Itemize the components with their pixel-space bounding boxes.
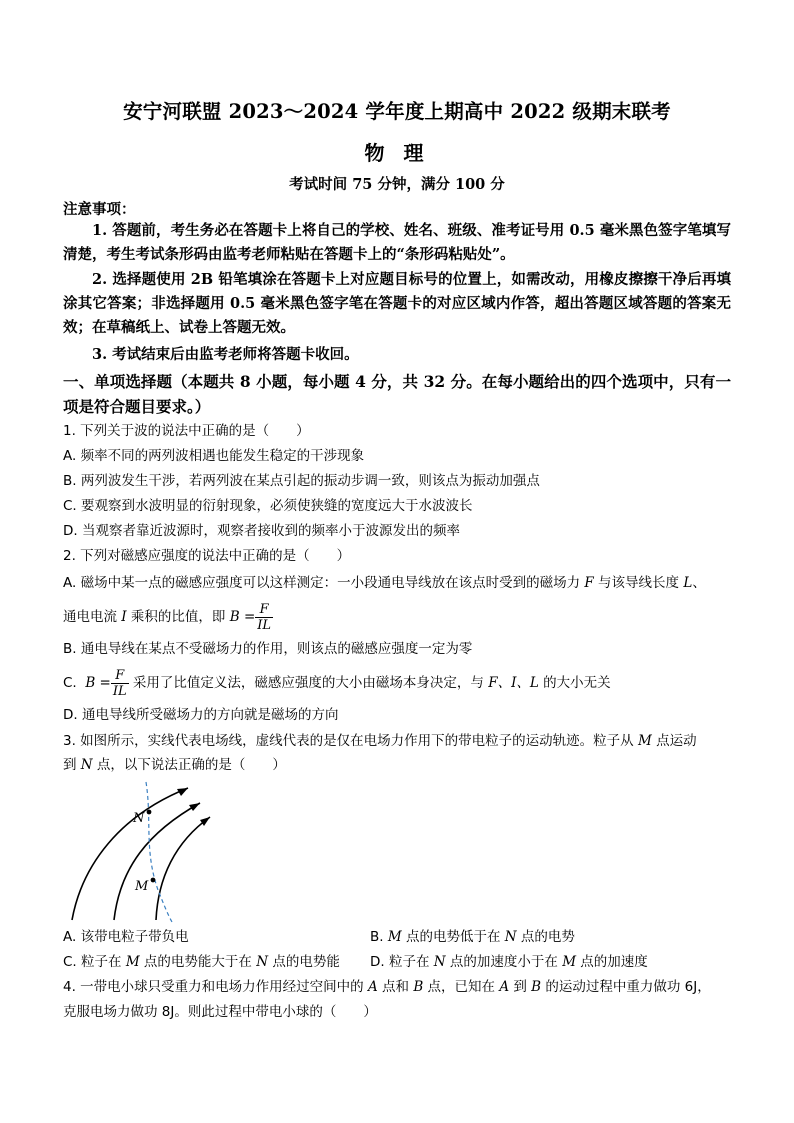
arrowhead-icon	[189, 803, 200, 811]
arrowhead-icon	[200, 817, 210, 826]
section-heading: 一、单项选择题（本题共 8 小题，每小题 4 分，共 32 分。在每小题给出的四个选项中，只有一项是符合题目要求。）	[63, 372, 731, 416]
field-line-1	[72, 788, 188, 920]
q3-stem-line2: 到 N 点，以下说法正确的是（ ）	[63, 757, 286, 773]
q4-stem-line2: 克服电场力做功 8J。则此过程中带电小球的（ ）	[63, 1004, 377, 1020]
q2-option-c: C. B = $\frac{F}{IL}$ 采用了比值定义法，磁感应强度的大小由磁场本身决定，与 F、I、L 的大小无关	[63, 667, 611, 699]
q2-option-b: B. 通电导线在某点不受磁场力的作用，则该点的磁感应强度一定为零	[63, 641, 473, 657]
point-m	[151, 878, 156, 883]
subject-title: 物 理	[364, 141, 430, 165]
q2-option-a-line2: 通电电流 I 乘积的比值，即 B = $\frac{F}{IL}$	[63, 601, 272, 633]
q2-option-d: D. 通电导线所受磁场力的方向就是磁场的方向	[63, 707, 339, 723]
formula-fraction: $\frac{F}{IL}$	[257, 601, 272, 633]
particle-trajectory	[146, 782, 172, 922]
electric-field-figure	[60, 780, 230, 925]
q3-option-b: B. M 点的电势低于在 N 点的电势	[370, 929, 575, 945]
exam-title: 安宁河联盟 2023～2024 学年度上期高中 2022 级期末联考	[123, 100, 671, 123]
q2-stem: 2. 下列对磁感应强度的说法中正确的是（ ）	[63, 548, 351, 564]
q3-option-c: C. 粒子在 M 点的电势能大于在 N 点的电势能	[63, 954, 340, 970]
formula-fraction-c: $\frac{F}{IL}$	[112, 667, 127, 699]
q3-option-d: D. 粒子在 N 点的加速度小于在 M 点的加速度	[370, 954, 648, 970]
q1-option-d: D. 当观察者靠近波源时，观察者接收到的频率小于波源发出的频率	[63, 523, 460, 539]
q1-option-c: C. 要观察到水波明显的衍射现象，必须使狭缝的宽度远大于水波波长	[63, 498, 473, 514]
notes-heading: 注意事项：	[63, 201, 136, 218]
note-1: 1. 答题前，考生务必在答题卡上将自己的学校、姓名、班级、准考证号用 0.5 毫米黑色签字笔填写清楚，考生考试条形码由监考老师粘贴在答题卡上的“条形码粘贴处”。	[63, 222, 731, 263]
q4-stem-line1: 4. 一带电小球只受重力和电场力作用经过空间中的 A 点和 B 点，已知在 A 到 B 的运动过程中重力做功 6J，	[63, 979, 711, 995]
field-line-3	[156, 817, 210, 920]
note-3: 3. 考试结束后由监考老师将答题卡收回。	[92, 346, 359, 363]
label-n: N	[133, 811, 145, 826]
q1-stem: 1. 下列关于波的说法中正确的是（ ）	[63, 423, 310, 439]
note-2: 2. 选择题使用 2B 铅笔填涂在答题卡上对应题目标号的位置上，如需改动，用橡皮擦擦干净后再填涂其它答案；非选择题用 0.5 毫米黑色签字笔在答题卡的对应区域内作答，超出答题区域答题的答案无效；在草稿纸上、试卷上答题无效。	[63, 271, 731, 336]
q2-option-a-line1: A. 磁场中某一点的磁感应强度可以这样测定：一小段通电导线放在该点时受到的磁场力 F 与该导线长度 L、	[63, 575, 706, 591]
point-n	[147, 810, 152, 815]
q1-option-b: B. 两列波发生干涉，若两列波在某点引起的振动步调一致，则该点为振动加强点	[63, 473, 540, 489]
q3-stem-line1: 3. 如图所示，实线代表电场线，虚线代表的是仅在电场力作用下的带电粒子的运动轨迹。粒子从 M 点运动	[63, 733, 697, 749]
label-m: M	[135, 879, 149, 894]
q3-option-a: A. 该带电粒子带负电	[63, 929, 189, 945]
exam-info: 考试时间 75 分钟，满分 100 分	[289, 176, 505, 193]
q1-option-a: A. 频率不同的两列波相遇也能发生稳定的干涉现象	[63, 448, 365, 464]
